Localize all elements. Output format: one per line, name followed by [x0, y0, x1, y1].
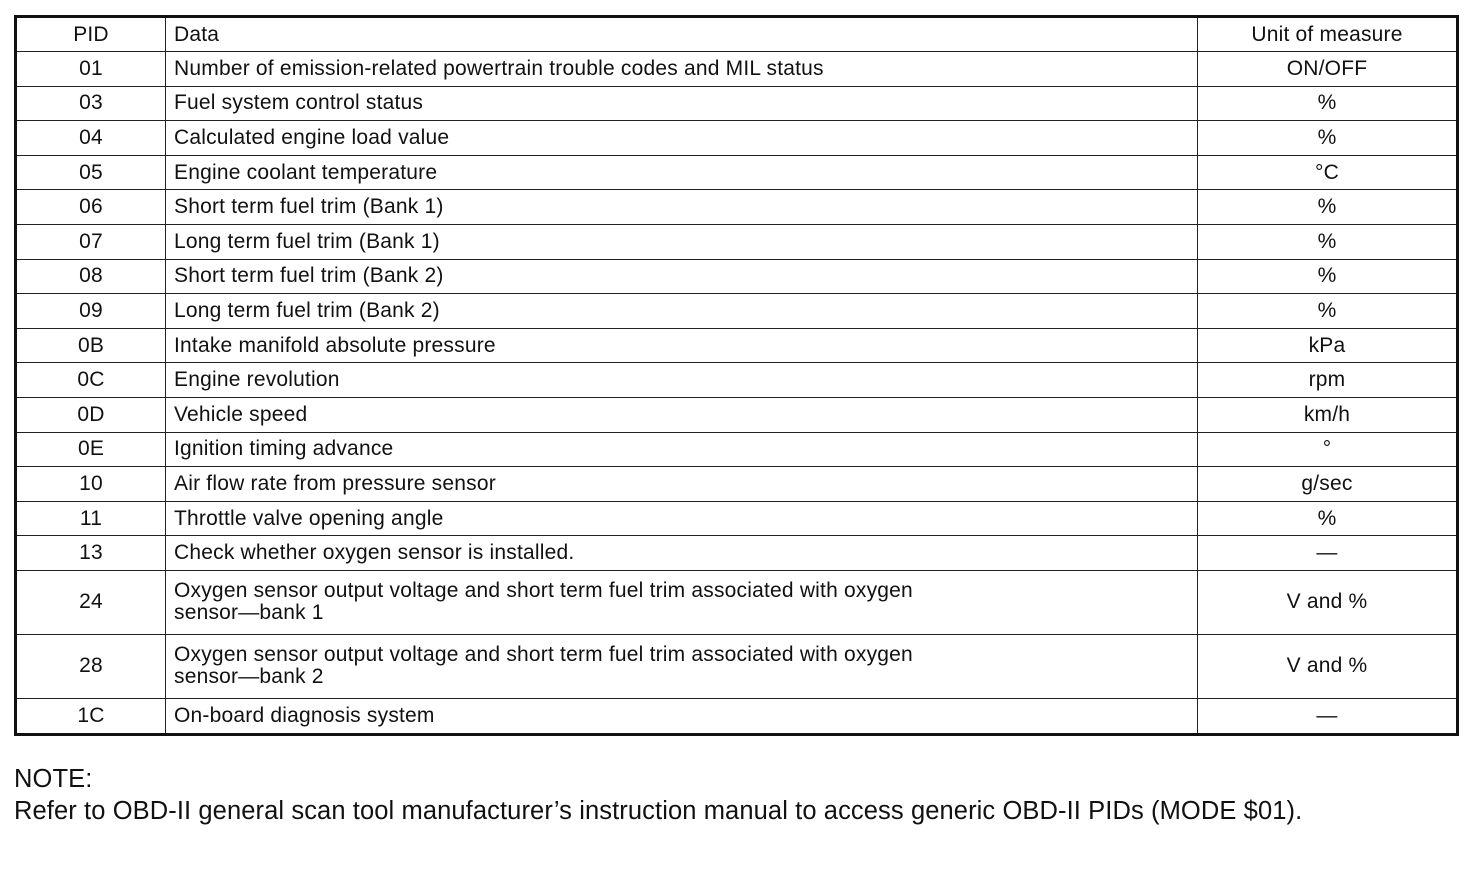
unit-cell: km/h [1198, 397, 1458, 432]
data-line-2: sensor—bank 2 [174, 665, 324, 689]
data-cell [166, 570, 1198, 634]
unit-cell: % [1198, 294, 1458, 329]
unit-cell: — [1198, 698, 1458, 734]
pid-cell: 07 [16, 224, 166, 259]
unit-cell: g/sec [1198, 467, 1458, 502]
pid-cell: 01 [16, 52, 166, 87]
table-row [16, 294, 1458, 329]
header-unit: Unit of measure [1198, 17, 1458, 52]
pid-cell: 09 [16, 294, 166, 329]
pid-cell: 1C [16, 698, 166, 734]
pid-cell: 24 [16, 570, 166, 634]
header-pid: PID [16, 17, 166, 52]
table-row [16, 121, 1458, 156]
data-cell: Engine coolant temperature [166, 155, 1198, 190]
table-row [16, 501, 1458, 536]
pid-cell: 11 [16, 501, 166, 536]
table-row [16, 190, 1458, 225]
table-row [16, 155, 1458, 190]
pid-cell: 08 [16, 259, 166, 294]
data-cell: Fuel system control status [166, 86, 1198, 121]
pid-cell: 05 [16, 155, 166, 190]
unit-cell: °C [1198, 155, 1458, 190]
note-text: Refer to OBD-II general scan tool manufacturer’s instruction manual to access generic OBD-II PIDs (MODE $01). [14, 797, 1303, 825]
table-row [16, 432, 1458, 467]
data-line-1: Oxygen sensor output voltage and short term fuel trim associated with oxygen [174, 579, 913, 603]
table-row [16, 536, 1458, 571]
table-row [16, 363, 1458, 398]
data-cell: Air flow rate from pressure sensor [166, 467, 1198, 502]
data-cell: Ignition timing advance [166, 432, 1198, 467]
pid-cell: 04 [16, 121, 166, 156]
data-cell: Long term fuel trim (Bank 2) [166, 294, 1198, 329]
unit-cell: % [1198, 86, 1458, 121]
unit-cell: V and % [1198, 634, 1458, 698]
pid-cell: 10 [16, 467, 166, 502]
unit-cell: ON/OFF [1198, 52, 1458, 87]
unit-cell: % [1198, 259, 1458, 294]
table-row [16, 224, 1458, 259]
table-row [16, 52, 1458, 87]
table-row [16, 570, 1458, 634]
data-line-1: Oxygen sensor output voltage and short term fuel trim associated with oxygen [174, 643, 913, 667]
data-cell: Throttle valve opening angle [166, 501, 1198, 536]
note-block [14, 763, 1469, 827]
data-cell: Vehicle speed [166, 397, 1198, 432]
data-cell: Number of emission-related powertrain trouble codes and MIL status [166, 52, 1198, 87]
data-cell: On-board diagnosis system [166, 698, 1198, 734]
data-cell [166, 634, 1198, 698]
unit-cell: ° [1198, 432, 1458, 467]
pid-cell: 0B [16, 328, 166, 363]
table-row [16, 86, 1458, 121]
unit-cell: kPa [1198, 328, 1458, 363]
data-line-2: sensor—bank 1 [174, 601, 324, 625]
data-cell: Intake manifold absolute pressure [166, 328, 1198, 363]
pid-cell: 13 [16, 536, 166, 571]
note-label: NOTE: [14, 765, 93, 793]
unit-cell: % [1198, 501, 1458, 536]
table-row [16, 397, 1458, 432]
unit-cell: % [1198, 190, 1458, 225]
unit-cell: V and % [1198, 570, 1458, 634]
pid-cell: 0D [16, 397, 166, 432]
table-row [16, 259, 1458, 294]
table-row [16, 328, 1458, 363]
pid-cell: 06 [16, 190, 166, 225]
table-row [16, 634, 1458, 698]
pid-cell: 28 [16, 634, 166, 698]
data-cell: Short term fuel trim (Bank 2) [166, 259, 1198, 294]
unit-cell: % [1198, 224, 1458, 259]
pid-cell: 03 [16, 86, 166, 121]
unit-cell: % [1198, 121, 1458, 156]
unit-cell: rpm [1198, 363, 1458, 398]
pid-table [14, 15, 1459, 736]
data-cell: Long term fuel trim (Bank 1) [166, 224, 1198, 259]
pid-cell: 0E [16, 432, 166, 467]
data-cell: Calculated engine load value [166, 121, 1198, 156]
pid-cell: 0C [16, 363, 166, 398]
data-cell: Engine revolution [166, 363, 1198, 398]
header-data: Data [166, 17, 1198, 52]
data-cell: Short term fuel trim (Bank 1) [166, 190, 1198, 225]
unit-cell: — [1198, 536, 1458, 571]
data-cell: Check whether oxygen sensor is installed. [166, 536, 1198, 571]
table-row [16, 698, 1458, 734]
table-row [16, 467, 1458, 502]
table-header-row [16, 17, 1458, 52]
